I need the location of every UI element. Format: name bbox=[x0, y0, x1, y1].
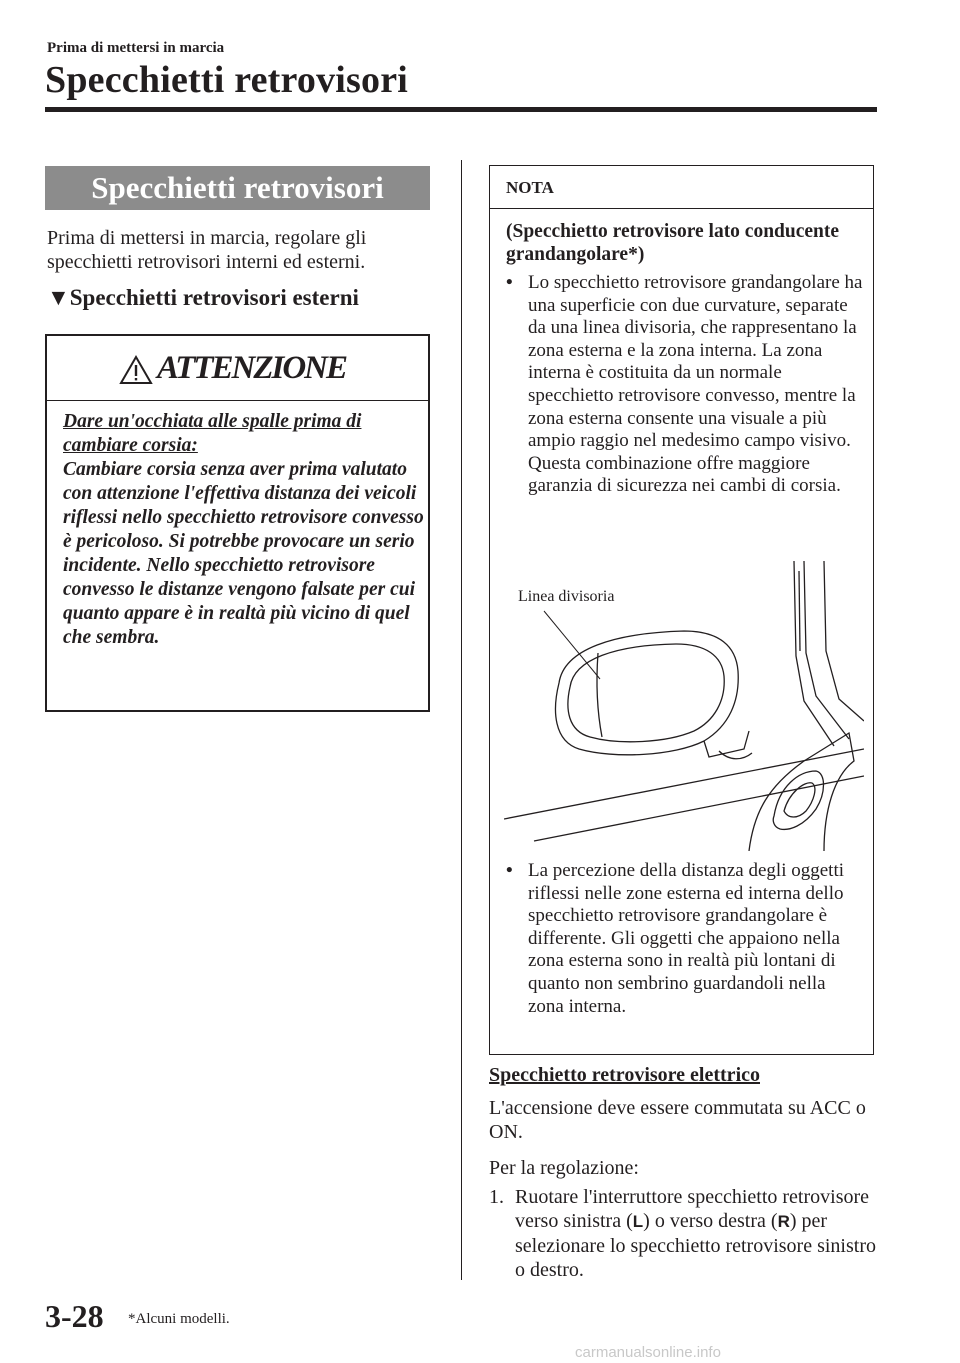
step-text bbox=[515, 1185, 879, 1282]
bullet-dot: • bbox=[506, 860, 513, 881]
column-divider bbox=[461, 160, 462, 1280]
bullet-dot: • bbox=[506, 272, 513, 293]
step-number: 1. bbox=[489, 1186, 504, 1208]
footnote: *Alcuni modelli. bbox=[128, 1311, 230, 1327]
warning-title: ATTENZIONE bbox=[157, 350, 347, 386]
note-bullet-2 bbox=[506, 860, 866, 1018]
key-r-label: R bbox=[777, 1212, 790, 1231]
note-box bbox=[489, 165, 874, 1055]
figure-label: Linea divisoria bbox=[518, 588, 615, 605]
section-subheading: ▼Specchietti retrovisori esterni bbox=[47, 285, 359, 310]
watermark: carmanualsonline.info bbox=[575, 1344, 721, 1361]
warning-triangle-icon bbox=[119, 355, 153, 385]
intro-paragraph: Prima di mettersi in marcia, regolare gli specchietti retrovisori interni ed esterni. bbox=[47, 227, 367, 273]
note-subtitle: (Specchietto retrovisore lato conducente grandangolare*) bbox=[506, 221, 840, 265]
step-text-b: ) o verso destra ( bbox=[643, 1210, 778, 1232]
note-bullet-1 bbox=[506, 272, 866, 498]
page-number: 3-28 bbox=[45, 1298, 104, 1334]
breadcrumb: Prima di mettersi in marcia bbox=[47, 40, 225, 56]
warning-lead: Dare un'occhiata alle spalle prima di cambiare corsia: bbox=[63, 411, 362, 456]
section-banner: Specchietti retrovisori bbox=[45, 166, 430, 210]
warning-header bbox=[47, 336, 428, 401]
bullet-text: La percezione della distanza degli oggetti riflessi nelle zone esterna ed interna dello specchietto retrovisore grandangolare è differente. Gli oggetti che appaiono nella zona esterna sono in realtà più lontani di quanto non sembrino guardandoli nella zona interna. bbox=[528, 860, 844, 1017]
step-text-c: ) per selezionare lo specchietto retrovisore sinistro o destro. bbox=[515, 1210, 876, 1281]
key-l-label: L bbox=[632, 1212, 644, 1231]
adjustment-label: Per la regolazione: bbox=[489, 1157, 639, 1179]
note-title: NOTA bbox=[506, 178, 554, 197]
ignition-paragraph: L'accensione deve essere commutata su ACC o ON. bbox=[489, 1097, 866, 1143]
header-rule bbox=[45, 107, 877, 112]
page-title: Specchietti retrovisori bbox=[45, 59, 409, 101]
step-1 bbox=[489, 1185, 879, 1282]
warning-body: Cambiare corsia senza aver prima valutato con attenzione l'effettiva distanza dei veicoli riflessi nello specchietto retrovisore convesso è pericoloso. Si potrebbe provocare un serio incidente. Nello specchietto retrovisore convesso le distanze vengono falsate per cui quanto appare è in realtà più vicino di quel che sembra. bbox=[63, 459, 424, 648]
step-text-a: Ruotare l'interruttore specchietto retrovisore verso sinistra ( bbox=[515, 1186, 870, 1232]
note-header bbox=[490, 166, 873, 209]
warning-box bbox=[45, 334, 430, 712]
electric-mirror-subheading: Specchietto retrovisore elettrico bbox=[489, 1064, 760, 1086]
bullet-text: Lo specchietto retrovisore grandangolare ha una superficie con due curvature, separate da una linea divisoria, che rappresentano la zona esterna e la zona interna. La zona interna è costituita da un normale specchietto retrovisore convesso, mentre la zona esterna consente una visuale a più ampio raggio nel medesimo campo visivo. Questa combinazione offre maggiore garanzia di sicurezza nei cambi di corsia. bbox=[528, 272, 863, 497]
